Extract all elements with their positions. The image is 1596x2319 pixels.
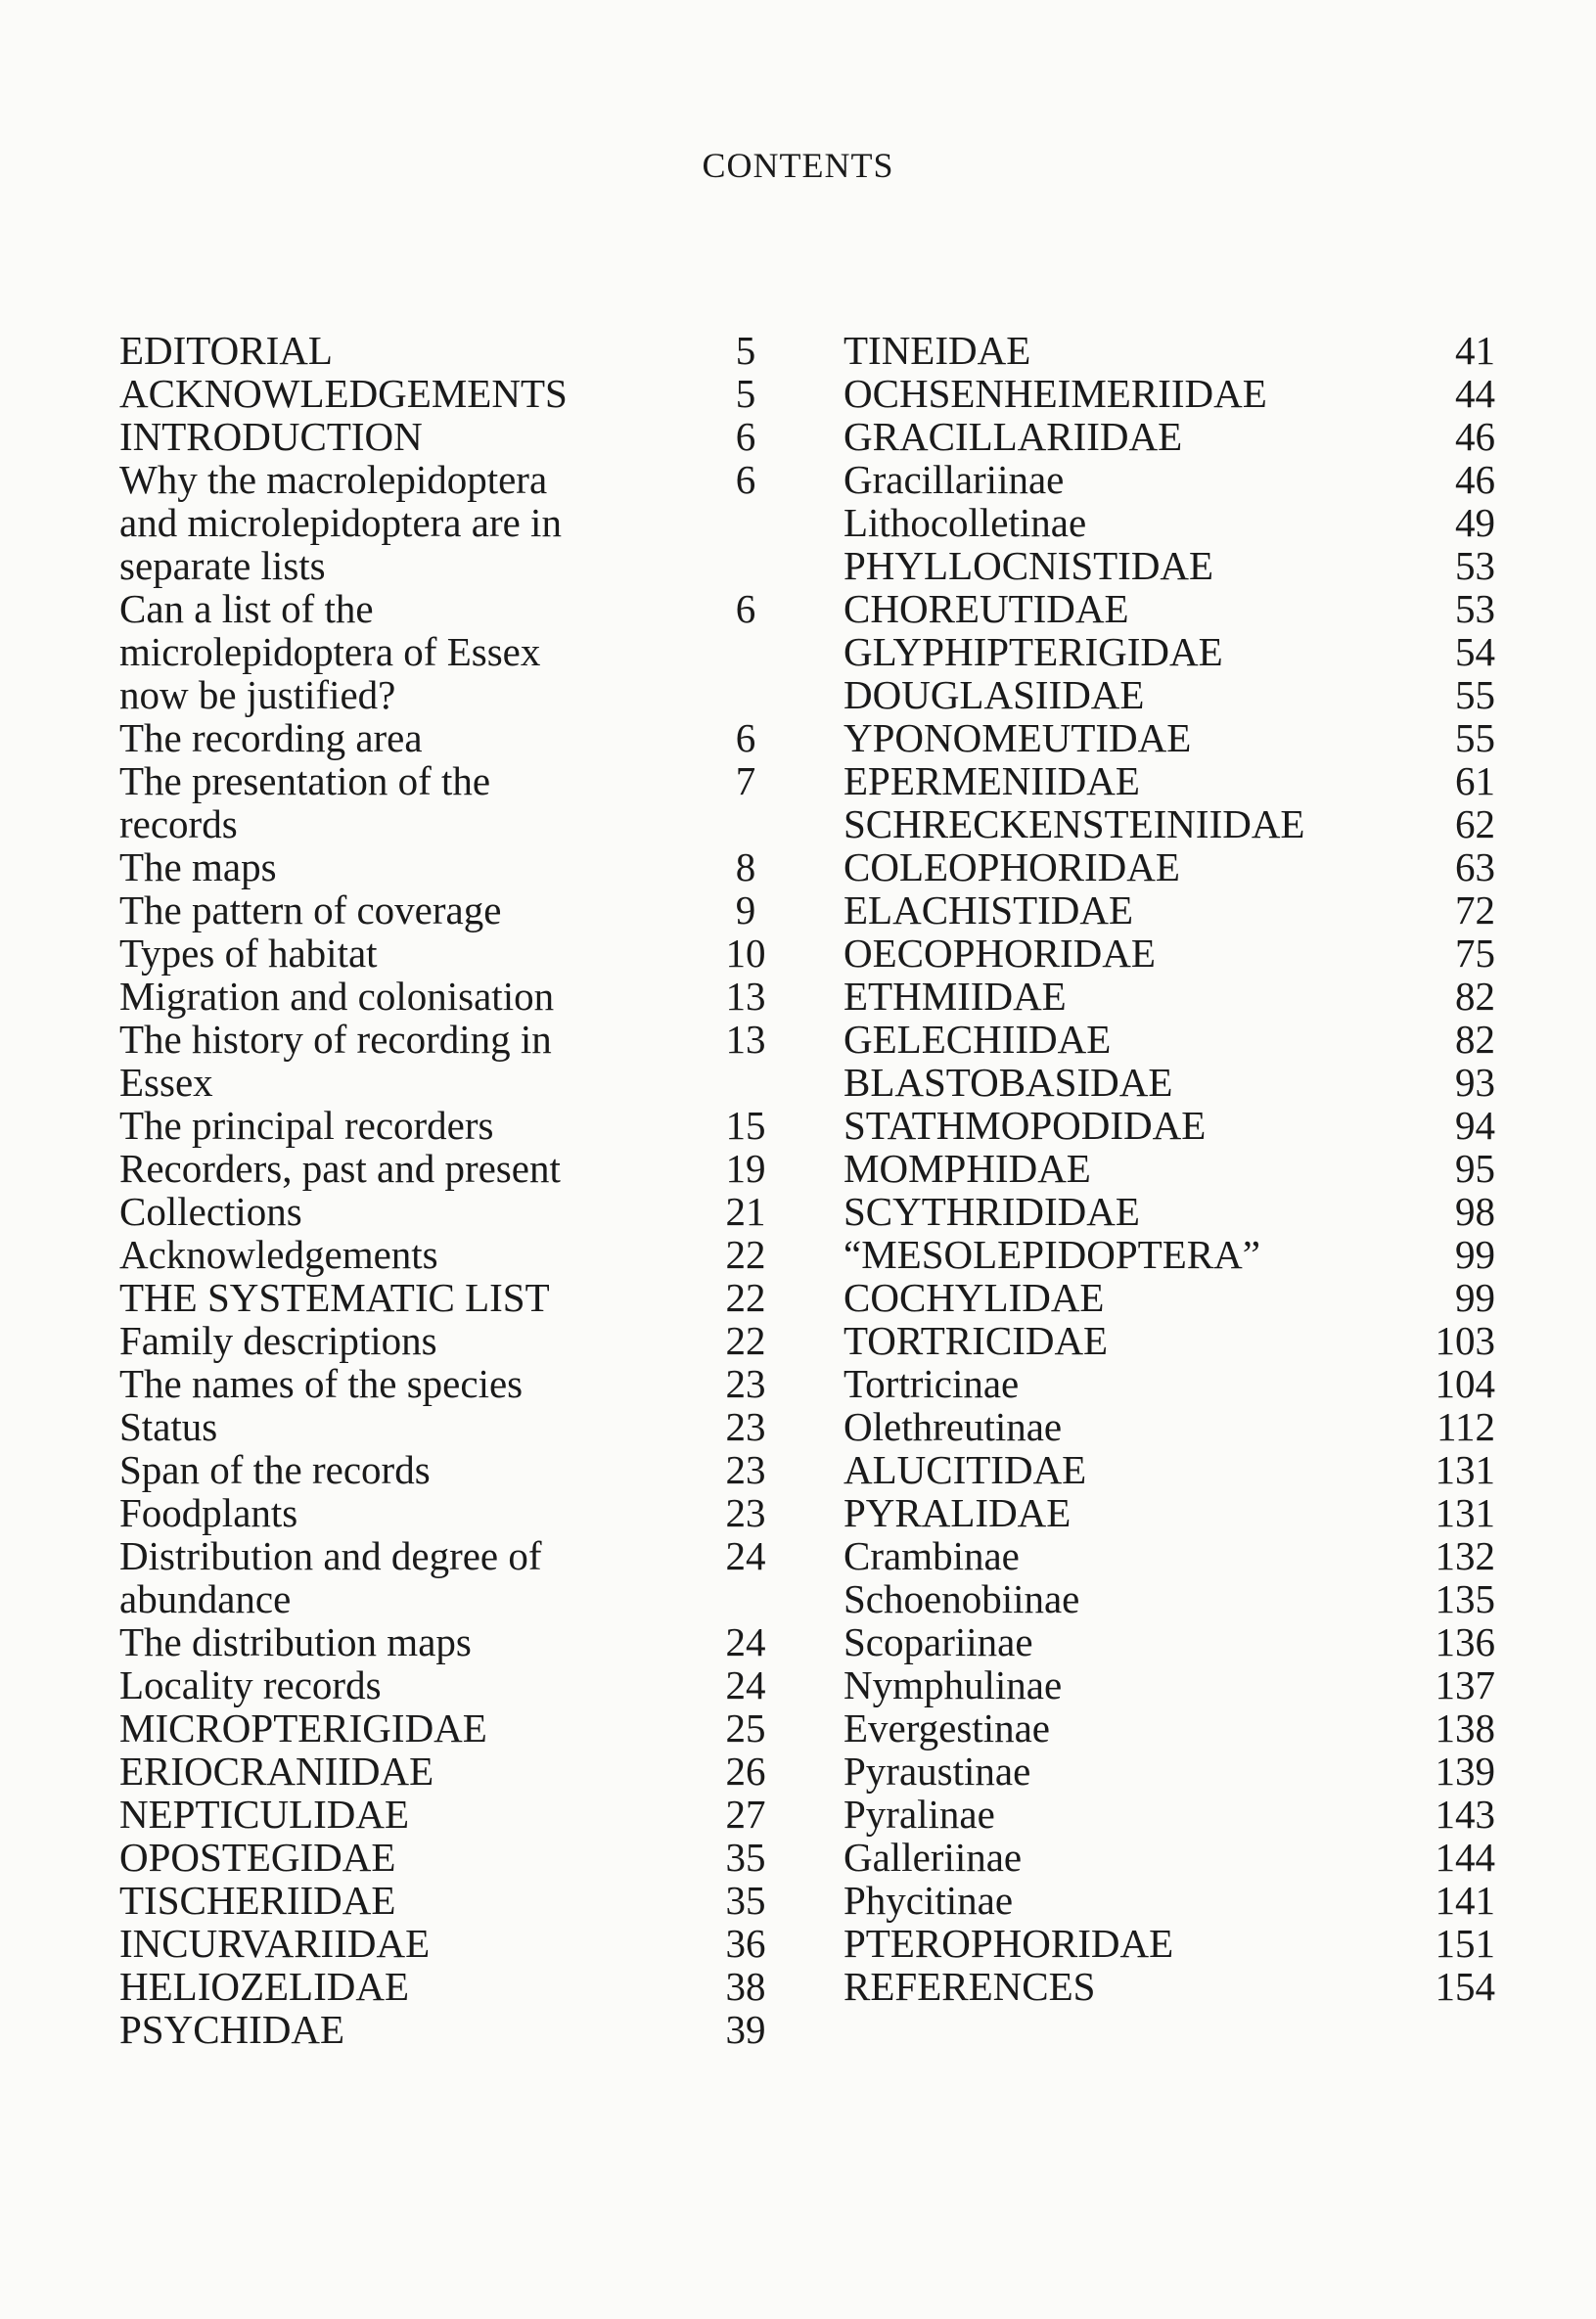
contents-entry [844, 1104, 1495, 1147]
entry-title-line: MICROPTERIGIDAE [119, 1705, 487, 1751]
entry-title [119, 1233, 716, 1276]
contents-entry [119, 1448, 775, 1491]
entry-title-line: HELIOZELIDAE [119, 1964, 410, 2009]
contents-entry [844, 501, 1495, 544]
contents-entry [119, 716, 775, 759]
contents-entry [844, 759, 1495, 802]
contents-entry [119, 1793, 775, 1836]
contents-entry [844, 1706, 1495, 1750]
entry-page-number: 93 [1455, 1060, 1495, 1105]
contents-entry [119, 1965, 775, 2008]
contents-entry [119, 1276, 775, 1319]
entry-page-number: 5 [735, 328, 756, 373]
entry-title [844, 1577, 1427, 1620]
entry-page-number: 9 [735, 887, 756, 932]
entry-page-number: 95 [1455, 1146, 1495, 1191]
contents-entry [119, 845, 775, 888]
entry-title-line: Olethreutinae [844, 1404, 1063, 1449]
entry-title-line: GELECHIIDAE [844, 1017, 1112, 1062]
entry-title-line: Lithocolletinae [844, 500, 1087, 545]
contents-entry [119, 458, 775, 587]
contents-entry [844, 1750, 1495, 1793]
entry-title-line: The pattern of coverage [119, 887, 502, 932]
entry-title-line: separate lists [119, 543, 326, 588]
contents-entry [119, 1879, 775, 1922]
contents-entry [119, 1706, 775, 1750]
entry-title [119, 1190, 716, 1233]
entry-title-line: Migration and colonisation [119, 974, 555, 1019]
entry-title [844, 329, 1427, 372]
entry-page-number: 61 [1455, 758, 1495, 803]
entry-title-line: ACKNOWLEDGEMENTS [119, 371, 568, 416]
entry-page-number: 46 [1455, 414, 1495, 459]
entry-title [119, 1405, 716, 1448]
entry-title [119, 759, 716, 845]
contents-entry [119, 888, 775, 932]
entry-title-line: Types of habitat [119, 931, 378, 976]
entry-title-line: YPONOMEUTIDAE [844, 715, 1192, 760]
entry-title [119, 1663, 716, 1706]
entry-title-line: Acknowledgements [119, 1232, 438, 1277]
entry-page-number: 26 [725, 1749, 766, 1794]
contents-entry [119, 1750, 775, 1793]
entry-page-number: 10 [725, 931, 766, 976]
entry-title-line: microlepidoptera of Essex [119, 629, 541, 674]
contents-entry [844, 1147, 1495, 1190]
entry-title-line: Status [119, 1404, 218, 1449]
contents-entry [844, 630, 1495, 673]
contents-entry [844, 1362, 1495, 1405]
contents-entry [119, 415, 775, 458]
entry-title [119, 1750, 716, 1793]
entry-title [844, 932, 1427, 975]
entry-page-number: 13 [725, 974, 766, 1019]
entry-page-number: 53 [1455, 543, 1495, 588]
entry-title-line: PSYCHIDAE [119, 2007, 345, 2052]
contents-right-column [844, 329, 1495, 2008]
entry-title [119, 415, 716, 458]
entry-title [844, 802, 1427, 845]
entry-title-line: GRACILLARIIDAE [844, 414, 1183, 459]
entry-title-line: Foodplants [119, 1490, 298, 1535]
contents-entry [119, 587, 775, 716]
entry-title [844, 501, 1427, 544]
contents-entry [119, 2008, 775, 2051]
entry-title [844, 1491, 1427, 1534]
entry-page-number: 24 [725, 1533, 766, 1578]
entry-page-number: 94 [1455, 1103, 1495, 1148]
entry-title [844, 372, 1427, 415]
entry-title [119, 1793, 716, 1836]
entry-page-number: 23 [725, 1361, 766, 1406]
contents-entry [844, 1276, 1495, 1319]
entry-page-number: 63 [1455, 844, 1495, 889]
entry-title-line: CHOREUTIDAE [844, 586, 1129, 631]
entry-title [119, 1706, 716, 1750]
entry-title-line: GLYPHIPTERIGIDAE [844, 629, 1223, 674]
entry-title [844, 1534, 1427, 1577]
entry-page-number: 35 [725, 1878, 766, 1923]
entry-title [844, 1018, 1427, 1061]
entry-title-line: TISCHERIIDAE [119, 1878, 396, 1923]
entry-page-number: 36 [725, 1921, 766, 1966]
contents-entry [119, 372, 775, 415]
entry-title [119, 975, 716, 1018]
entry-page-number: 132 [1435, 1533, 1495, 1578]
entry-title [119, 372, 716, 415]
contents-entry [844, 932, 1495, 975]
entry-title-line: INTRODUCTION [119, 414, 423, 459]
entry-page-number: 139 [1435, 1749, 1495, 1794]
entry-title-line: OECOPHORIDAE [844, 931, 1156, 976]
contents-entry [844, 802, 1495, 845]
contents-entry [119, 1233, 775, 1276]
contents-entry [844, 1836, 1495, 1879]
entry-title [119, 932, 716, 975]
entry-title [119, 1620, 716, 1663]
entry-title [844, 975, 1427, 1018]
entry-title-line: Pyralinae [844, 1792, 995, 1837]
entry-page-number: 23 [725, 1404, 766, 1449]
entry-title-line: EPERMENIIDAE [844, 758, 1140, 803]
entry-title [119, 1491, 716, 1534]
entry-page-number: 135 [1435, 1576, 1495, 1621]
contents-entry [119, 932, 775, 975]
entry-title-line: Span of the records [119, 1447, 431, 1492]
contents-entry [844, 415, 1495, 458]
entry-page-number: 22 [725, 1232, 766, 1277]
entry-title [119, 587, 716, 716]
entry-page-number: 24 [725, 1619, 766, 1664]
entry-title-line: Schoenobiinae [844, 1576, 1080, 1621]
entry-title [844, 1104, 1427, 1147]
entry-page-number: 6 [735, 457, 756, 502]
entry-title [844, 1405, 1427, 1448]
contents-entry [844, 1965, 1495, 2008]
contents-entry [844, 1233, 1495, 1276]
contents-entry [119, 1362, 775, 1405]
contents-entry [844, 544, 1495, 587]
entry-title-line: The recording area [119, 715, 423, 760]
entry-title-line: REFERENCES [844, 1964, 1096, 2009]
entry-title [844, 630, 1427, 673]
entry-title-line: COCHYLIDAE [844, 1275, 1105, 1320]
contents-entry [844, 372, 1495, 415]
entry-title-line: TORTRICIDAE [844, 1318, 1109, 1363]
entry-title [844, 1793, 1427, 1836]
contents-entry [119, 975, 775, 1018]
entry-page-number: 53 [1455, 586, 1495, 631]
entry-title-line: Gracillariinae [844, 457, 1065, 502]
contents-entry [119, 1405, 775, 1448]
entry-page-number: 7 [735, 758, 756, 803]
entry-title-line: TINEIDAE [844, 328, 1031, 373]
entry-title-line: Nymphulinae [844, 1662, 1063, 1707]
entry-title-line: SCHRECKENSTEINIIDAE [844, 801, 1305, 846]
entry-title-line: Essex [119, 1060, 213, 1105]
entry-title-line: Tortricinae [844, 1361, 1020, 1406]
entry-page-number: 99 [1455, 1275, 1495, 1320]
entry-page-number: 82 [1455, 1017, 1495, 1062]
entry-page-number: 141 [1435, 1878, 1495, 1923]
entry-title-line: STATHMOPODIDAE [844, 1103, 1207, 1148]
entry-title-line: Distribution and degree of [119, 1533, 542, 1578]
entry-title [844, 1190, 1427, 1233]
entry-title [119, 888, 716, 932]
entry-title [844, 1319, 1427, 1362]
entry-page-number: 131 [1435, 1490, 1495, 1535]
entry-title-line: Collections [119, 1189, 302, 1234]
entry-page-number: 27 [725, 1792, 766, 1837]
entry-page-number: 154 [1435, 1964, 1495, 2009]
entry-title [844, 845, 1427, 888]
entry-title [844, 1922, 1427, 1965]
entry-title-line: now be justified? [119, 672, 396, 717]
entry-title-line: ERIOCRANIIDAE [119, 1749, 434, 1794]
entry-title [119, 1965, 716, 2008]
entry-title [844, 1750, 1427, 1793]
contents-entry [844, 1319, 1495, 1362]
entry-page-number: 23 [725, 1447, 766, 1492]
entry-title [844, 1706, 1427, 1750]
contents-entry [844, 716, 1495, 759]
entry-title-line: OCHSENHEIMERIIDAE [844, 371, 1267, 416]
page-title: CONTENTS [702, 146, 894, 185]
entry-title [119, 458, 716, 587]
entry-page-number: 38 [725, 1964, 766, 2009]
entry-title [844, 1362, 1427, 1405]
entry-title [119, 1362, 716, 1405]
entry-title-line: BLASTOBASIDAE [844, 1060, 1173, 1105]
contents-entry [844, 1405, 1495, 1448]
entry-page-number: 5 [735, 371, 756, 416]
entry-title-line: PYRALIDAE [844, 1490, 1072, 1535]
entry-page-number: 54 [1455, 629, 1495, 674]
entry-title-line: The distribution maps [119, 1619, 472, 1664]
entry-title [844, 1879, 1427, 1922]
entry-page-number: 137 [1435, 1662, 1495, 1707]
entry-title [119, 1836, 716, 1879]
entry-page-number: 75 [1455, 931, 1495, 976]
contents-entry [844, 1793, 1495, 1836]
contents-entry [119, 1104, 775, 1147]
entry-page-number: 35 [725, 1835, 766, 1880]
entry-page-number: 103 [1435, 1318, 1495, 1363]
entry-page-number: 44 [1455, 371, 1495, 416]
entry-title [844, 587, 1427, 630]
entry-title [844, 1061, 1427, 1104]
entry-title-line: DOUGLASIIDAE [844, 672, 1145, 717]
entry-title [119, 1448, 716, 1491]
entry-title [844, 1663, 1427, 1706]
contents-entry [119, 759, 775, 845]
entry-page-number: 39 [725, 2007, 766, 2052]
contents-left-column [119, 329, 775, 2051]
entry-title-line: Locality records [119, 1662, 382, 1707]
contents-entry [844, 888, 1495, 932]
entry-title-line: Pyraustinae [844, 1749, 1031, 1794]
entry-page-number: 8 [735, 844, 756, 889]
entry-title [119, 1147, 716, 1190]
entry-title [119, 845, 716, 888]
entry-page-number: 25 [725, 1705, 766, 1751]
contents-entry [844, 1922, 1495, 1965]
entry-title [844, 1836, 1427, 1879]
entry-page-number: 49 [1455, 500, 1495, 545]
contents-entry [844, 1448, 1495, 1491]
entry-title-line: NEPTICULIDAE [119, 1792, 410, 1837]
entry-page-number: 72 [1455, 887, 1495, 932]
entry-page-number: 99 [1455, 1232, 1495, 1277]
entry-title-line: Scopariinae [844, 1619, 1033, 1664]
entry-title [844, 1276, 1427, 1319]
entry-title-line: records [119, 801, 238, 846]
entry-title [119, 716, 716, 759]
entry-page-number: 144 [1435, 1835, 1495, 1880]
contents-entry [844, 587, 1495, 630]
contents-entry [844, 1061, 1495, 1104]
entry-page-number: 46 [1455, 457, 1495, 502]
contents-entry [119, 1922, 775, 1965]
entry-title-line: Phycitinae [844, 1878, 1014, 1923]
entry-title-line: and microlepidoptera are in [119, 500, 562, 545]
entry-title-line: Galleriinae [844, 1835, 1023, 1880]
contents-entry [119, 1534, 775, 1620]
entry-title-line: COLEOPHORIDAE [844, 844, 1180, 889]
entry-page-number: 15 [725, 1103, 766, 1148]
contents-entry [844, 1620, 1495, 1663]
entry-title [119, 1104, 716, 1147]
entry-title-line: “MESOLEPIDOPTERA” [844, 1232, 1260, 1277]
entry-title-line: EDITORIAL [119, 328, 333, 373]
entry-title-line: The history of recording in [119, 1017, 552, 1062]
contents-entry [119, 1018, 775, 1104]
entry-title [119, 2008, 716, 2051]
entry-page-number: 143 [1435, 1792, 1495, 1837]
entry-page-number: 6 [735, 414, 756, 459]
entry-title-line: PTEROPHORIDAE [844, 1921, 1174, 1966]
entry-title [119, 1018, 716, 1104]
contents-entry [119, 1620, 775, 1663]
entry-title [119, 1276, 716, 1319]
contents-entry [844, 1663, 1495, 1706]
entry-title-line: Family descriptions [119, 1318, 437, 1363]
entry-title [119, 1534, 716, 1620]
entry-title-line: Evergestinae [844, 1705, 1050, 1751]
entry-title-line: PHYLLOCNISTIDAE [844, 543, 1214, 588]
entry-title-line: The names of the species [119, 1361, 524, 1406]
contents-entry [844, 329, 1495, 372]
entry-page-number: 62 [1455, 801, 1495, 846]
contents-entry [844, 1534, 1495, 1577]
entry-title-line: SCYTHRIDIDAE [844, 1189, 1140, 1234]
entry-page-number: 136 [1435, 1619, 1495, 1664]
contents-entry [844, 845, 1495, 888]
entry-page-number: 55 [1455, 672, 1495, 717]
contents-entry [844, 458, 1495, 501]
entry-title [119, 329, 716, 372]
entry-title-line: The maps [119, 844, 277, 889]
entry-title [119, 1319, 716, 1362]
entry-title-line: Crambinae [844, 1533, 1020, 1578]
contents-entry [119, 1147, 775, 1190]
entry-page-number: 112 [1436, 1404, 1495, 1449]
entry-title-line: Can a list of the [119, 586, 374, 631]
entry-page-number: 131 [1435, 1447, 1495, 1492]
entry-title [844, 888, 1427, 932]
entry-title [119, 1922, 716, 1965]
contents-entry [119, 1663, 775, 1706]
entry-title [844, 716, 1427, 759]
entry-title [844, 673, 1427, 716]
entry-title-line: Recorders, past and present [119, 1146, 561, 1191]
entry-page-number: 23 [725, 1490, 766, 1535]
entry-title-line: MOMPHIDAE [844, 1146, 1091, 1191]
entry-title-line: OPOSTEGIDAE [119, 1835, 396, 1880]
entry-title [844, 1147, 1427, 1190]
contents-entry [119, 1319, 775, 1362]
entry-page-number: 13 [725, 1017, 766, 1062]
entry-title-line: Why the macrolepidoptera [119, 457, 548, 502]
contents-entry [844, 1879, 1495, 1922]
entry-page-number: 151 [1435, 1921, 1495, 1966]
entry-title-line: INCURVARIIDAE [119, 1921, 431, 1966]
entry-page-number: 22 [725, 1275, 766, 1320]
entry-title-line: ALUCITIDAE [844, 1447, 1087, 1492]
entry-page-number: 22 [725, 1318, 766, 1363]
entry-title-line: The presentation of the [119, 758, 491, 803]
entry-page-number: 104 [1435, 1361, 1495, 1406]
contents-entry [844, 1190, 1495, 1233]
entry-title [119, 1879, 716, 1922]
entry-title [844, 458, 1427, 501]
entry-page-number: 138 [1435, 1705, 1495, 1751]
entry-title-line: The principal recorders [119, 1103, 494, 1148]
entry-title [844, 759, 1427, 802]
entry-title [844, 1965, 1427, 2008]
entry-page-number: 6 [735, 715, 756, 760]
contents-entry [844, 1018, 1495, 1061]
contents-entry [844, 673, 1495, 716]
entry-title [844, 1620, 1427, 1663]
contents-entry [119, 329, 775, 372]
entry-title-line: ELACHISTIDAE [844, 887, 1134, 932]
entry-title [844, 1233, 1427, 1276]
entry-title [844, 415, 1427, 458]
entry-title [844, 1448, 1427, 1491]
entry-page-number: 19 [725, 1146, 766, 1191]
entry-title-line: ETHMIIDAE [844, 974, 1067, 1019]
entry-page-number: 24 [725, 1662, 766, 1707]
entry-title-line: THE SYSTEMATIC LIST [119, 1275, 550, 1320]
entry-page-number: 6 [735, 586, 756, 631]
contents-entry [119, 1491, 775, 1534]
contents-entry [844, 1491, 1495, 1534]
entry-page-number: 41 [1455, 328, 1495, 373]
entry-title-line: abundance [119, 1576, 292, 1621]
contents-entry [844, 975, 1495, 1018]
entry-title [844, 544, 1427, 587]
entry-page-number: 82 [1455, 974, 1495, 1019]
contents-entry [844, 1577, 1495, 1620]
entry-page-number: 55 [1455, 715, 1495, 760]
entry-page-number: 21 [725, 1189, 766, 1234]
contents-entry [119, 1190, 775, 1233]
contents-entry [119, 1836, 775, 1879]
entry-page-number: 98 [1455, 1189, 1495, 1234]
